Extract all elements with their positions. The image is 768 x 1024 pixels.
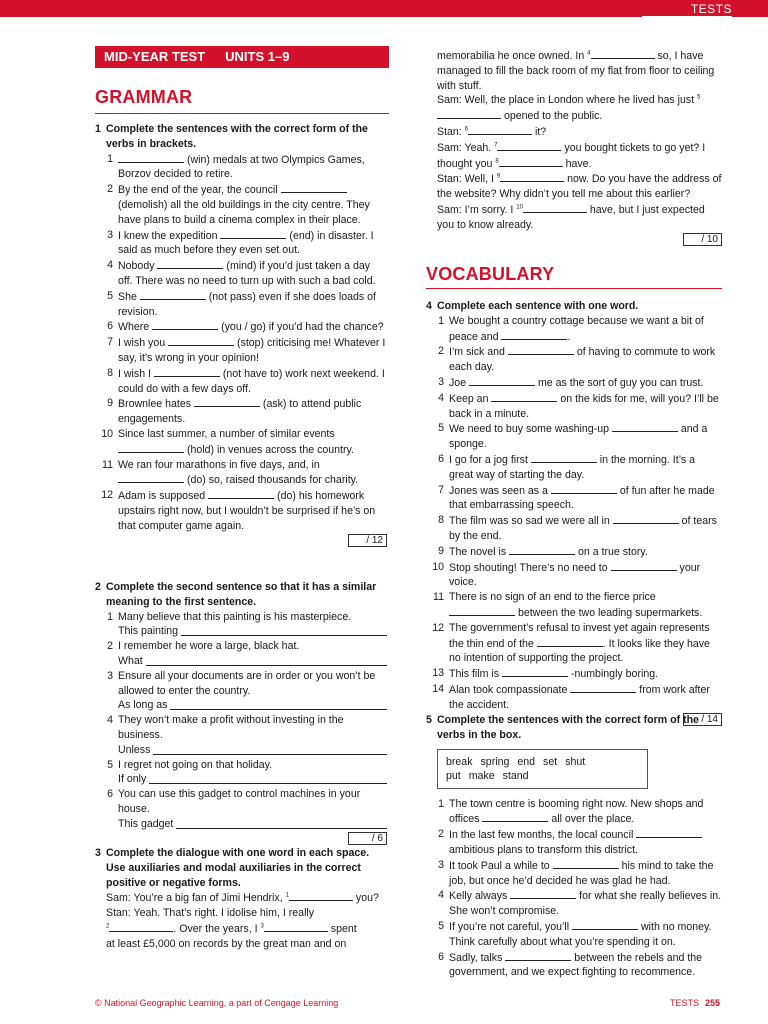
item-number: 12 [101, 489, 113, 502]
task-5-item-6: 6 Sadly, talks between the rebels and the government, and we expect fighting to recommence. [426, 950, 722, 981]
task-2-item-1: 1 Many believe that this painting is his masterpiece. This painting [95, 610, 387, 640]
task-4-item-14: 14 Alan took compassionate from work after the accident. [426, 682, 722, 713]
answer-blank[interactable] [491, 391, 557, 402]
answer-blank[interactable] [505, 950, 571, 961]
tab-underline [642, 16, 732, 17]
task-4-score: / 14 [426, 713, 722, 726]
task-2-instruction: 2 Complete the second sentence so that it has a similar meaning to the first sentence. [95, 581, 377, 608]
answer-blank[interactable] [118, 472, 184, 483]
task-5-item-1: 1 The town centre is booming right now. New shops and offices all over the place. [426, 797, 722, 828]
word-box-word: make [468, 769, 495, 782]
answer-blank[interactable] [570, 682, 636, 693]
answer-line[interactable] [149, 772, 387, 784]
word-box-word: shut [565, 755, 586, 768]
vocabulary-heading: VOCABULARY [426, 264, 555, 284]
task-4-item-11: 11 There is no sign of an end to the fierce price between the two leading supermarkets. [426, 590, 722, 621]
task-3 [95, 846, 387, 952]
word-box-word: spring [480, 755, 510, 768]
item-number: 1 [438, 314, 444, 327]
task-4-item-1: 1 We bought a country cottage because we want a bit of peace and . [426, 314, 722, 345]
task-1-item-4: 4 Nobody (mind) if you’d just taken a day off. There was no need to turn up with such a bad cold. [95, 258, 387, 289]
item-number: 7 [107, 336, 113, 349]
task-3-dialogue-part2: memorabilia he once owned. In $^4$ so, I have managed to fill the back room of my flat from floor to ceiling with stuff. Sam: Well, the place in London where he lived has just $^5$ opened to the public. Stan: $^6$ it? Sam: Yeah. $^7$ you bought tickets to go yet? I thought you $^8$ have. Stan: Well, I $^9$ now. Do you have the address of the website? Why didn’t you tell me about this earlier? Sam: I’m sorry. I $^{10}$ have, but I just expected you to know already. / 10 [437, 50, 722, 245]
word-box-word: stand [502, 769, 529, 782]
task-4-instruction: 4 Complete each sentence with one word. [426, 300, 639, 312]
test-units: UNITS 1–9 [225, 49, 290, 64]
task-4-item-8: 8 The film was so sad we were all in of tears by the end. [426, 513, 722, 544]
item-number: 3 [438, 858, 444, 871]
task-5-item-5: 5 If you’re not careful, you’ll with no money. Think carefully about what you’re spending it on. [426, 919, 722, 950]
item-number: 5 [438, 422, 444, 435]
item-number: 6 [438, 452, 444, 465]
item-number: 4 [107, 259, 113, 272]
task-1-item-12: 12 Adam is supposed (do) his homework upstairs right now, but I wouldn’t be surprised if he’s on that computer game again. [95, 488, 387, 533]
word-box [437, 749, 648, 789]
word-box-word: set [543, 755, 558, 768]
item-number: 4 [438, 889, 444, 902]
task-2-item-4: 4 They won’t make a profit without investing in the business. Unless [95, 713, 387, 757]
item-number: 4 [438, 391, 444, 404]
task-4-item-12: 12 The government’s refusal to invest yet again represents the thin end of the . It looks like they have no intention of supporting the project. [426, 621, 722, 666]
task-2-item-6: 6 You can use this gadget to control machines in your house. This gadget [95, 787, 387, 831]
item-number: 10 [432, 560, 444, 573]
task-4-item-3: 3 Joe me as the sort of guy you can trust. [426, 375, 722, 391]
task-1-item-3: 3 I knew the expedition (end) in disaster. I said as much before they even set out. [95, 228, 387, 259]
item-number: 2 [438, 828, 444, 841]
task-1-score: / 12 [95, 534, 387, 547]
vocabulary-rule [426, 288, 722, 289]
task-5 [426, 713, 722, 980]
task-1-item-9: 9 Brownlee hates (ask) to attend public engagements. [95, 396, 387, 427]
task-5-item-4: 4 Kelly always for what she really believes in. She won’t compromise. [426, 888, 722, 919]
item-number: 12 [432, 621, 444, 634]
item-number: 6 [438, 950, 444, 963]
answer-blank[interactable] [572, 919, 638, 930]
tests-tab-label: TESTS [690, 2, 732, 16]
item-number: 2 [107, 183, 113, 196]
task-1-item-5: 5 She (not pass) even if she does loads of revision. [95, 289, 387, 320]
answer-blank[interactable] [501, 329, 567, 340]
answer-blank[interactable] [551, 483, 617, 494]
task-2 [95, 580, 387, 845]
copyright-footer: © National Geographic Learning, a part of Cengage Learning [95, 998, 339, 1008]
item-number: 8 [438, 514, 444, 527]
task-2-item-5: 5 I regret not going on that holiday. If only [95, 758, 387, 788]
item-number: 10 [101, 427, 113, 440]
answer-line[interactable] [170, 698, 387, 710]
answer-blank[interactable] [510, 888, 576, 899]
answer-blank[interactable] [531, 452, 597, 463]
test-title: MID-YEAR TEST [104, 49, 206, 64]
answer-line[interactable] [146, 654, 387, 666]
task-4-item-5: 5 We need to buy some washing-up and a sponge. [426, 421, 722, 452]
answer-blank[interactable] [194, 396, 260, 407]
grammar-rule [95, 113, 389, 114]
answer-blank[interactable] [482, 811, 548, 822]
item-number: 3 [438, 375, 444, 388]
item-number: 5 [107, 289, 113, 302]
answer-blank[interactable] [449, 605, 515, 616]
task-2-item-2: 2 I remember he wore a large, black hat. What [95, 639, 387, 669]
answer-blank[interactable] [118, 152, 184, 163]
task-4-item-7: 7 Jones was seen as a of fun after he made that embarrassing speech. [426, 483, 722, 514]
item-number: 14 [432, 682, 444, 695]
task-4-item-10: 10 Stop shouting! There’s no need to your voice. [426, 560, 722, 591]
task-4-item-4: 4 Keep an on the kids for me, will you? I’ll be back in a minute. [426, 391, 722, 422]
answer-blank[interactable] [537, 636, 603, 647]
task-1-item-2: 2 By the end of the year, the council (demolish) all the old buildings in the city centre. They have plans to build a cinema complex in their place. [95, 182, 387, 227]
task-2-item-3: 3 Ensure all your documents are in order or you won’t be allowed to enter the country. As long as [95, 669, 387, 713]
task-4 [426, 299, 722, 726]
answer-blank[interactable] [553, 858, 619, 869]
item-number: 2 [438, 345, 444, 358]
task-1 [95, 122, 387, 547]
page-footer: TESTS 255 [669, 998, 720, 1008]
answer-blank[interactable] [509, 544, 575, 555]
item-number: 1 [438, 797, 444, 810]
answer-line[interactable] [153, 743, 387, 755]
task-4-item-13: 13 This film is -numbingly boring. [426, 666, 722, 682]
answer-blank[interactable] [140, 289, 206, 300]
word-box-word: put [446, 769, 461, 782]
item-number: 5 [438, 919, 444, 932]
answer-blank[interactable] [168, 335, 234, 346]
answer-blank[interactable] [469, 375, 535, 386]
answer-blank[interactable] [613, 513, 679, 524]
item-number: 6 [107, 320, 113, 333]
answer-line[interactable] [181, 624, 387, 636]
task-3-instruction: 3 Complete the dialogue with one word in each space. Use auxiliaries and modal auxiliaries in the correct positive or negative forms. [95, 847, 370, 889]
task-1-item-10: 10 Since last summer, a number of similar events (hold) in venues across the country. [95, 427, 387, 458]
item-number: 11 [433, 591, 444, 604]
task-3-dialogue-part1: Sam: You’re a big fan of Jimi Hendrix, $^1$ you? Stan: Yeah. That’s right. I idolise him, I really $^2$ . Over the years, I $^3$ spent at least £5,000 on records by the great man and on [106, 892, 379, 950]
item-number: 9 [107, 397, 113, 410]
item-number: 8 [107, 366, 113, 379]
item-number: 9 [438, 544, 444, 557]
task-1-instruction: 1 Complete the sentences with the correct form of the verbs in brackets. [95, 123, 368, 150]
item-number: 3 [107, 228, 113, 241]
task-2-score: / 6 [95, 832, 387, 845]
word-box-word: end [517, 755, 536, 768]
task-4-item-9: 9 The novel is on a true story. [426, 544, 722, 560]
item-number: 1 [107, 152, 113, 165]
task-1-item-1: 1 (win) medals at two Olympics Games, Borzov decided to retire. [95, 152, 387, 183]
item-number: 11 [102, 458, 113, 471]
answer-blank[interactable] [636, 827, 702, 838]
answer-blank[interactable] [611, 560, 677, 571]
task-4-item-2: 2 I’m sick and of having to commute to work each day. [426, 344, 722, 375]
task-1-item-6: 6 Where (you / go) if you’d had the chance? [95, 319, 387, 335]
task-1-item-7: 7 I wish you (stop) criticising me! Whatever I say, it’s wrong in your opinion! [95, 335, 387, 366]
answer-blank[interactable] [118, 442, 184, 453]
top-bar [0, 0, 768, 17]
task-5-item-2: 2 In the last few months, the local council ambitious plans to transform this district. [426, 827, 722, 858]
answer-blank[interactable] [612, 421, 678, 432]
item-number: 7 [438, 483, 444, 496]
task-5-instruction: 5 Complete the sentences with the correct form of the verbs in the box. [426, 714, 699, 741]
task-5-item-3: 3 It took Paul a while to his mind to take the job, but once he’d decided he was glad he had. [426, 858, 722, 889]
test-banner [95, 46, 389, 68]
task-1-item-11: 11 We ran four marathons in five days, and, in (do) so, raised thousands for charity. [95, 458, 387, 489]
answer-blank[interactable] [157, 258, 223, 269]
task-3-score: / 10 [437, 233, 722, 246]
task-1-item-8: 8 I wish I (not have to) work next weekend. I could do with a few days off. [95, 366, 387, 397]
answer-blank[interactable] [208, 488, 274, 499]
answer-blank[interactable] [502, 666, 568, 677]
answer-blank[interactable] [508, 344, 574, 355]
answer-line[interactable] [176, 817, 387, 829]
item-number: 13 [432, 667, 444, 680]
answer-blank[interactable] [154, 366, 220, 377]
word-box-word: break [446, 755, 473, 768]
answer-blank[interactable] [220, 228, 286, 239]
answer-blank[interactable] [281, 182, 347, 193]
task-4-item-6: 6 I go for a jog first in the morning. It’s a great way of starting the day. [426, 452, 722, 483]
answer-blank[interactable] [152, 319, 218, 330]
grammar-heading: GRAMMAR [95, 87, 193, 107]
